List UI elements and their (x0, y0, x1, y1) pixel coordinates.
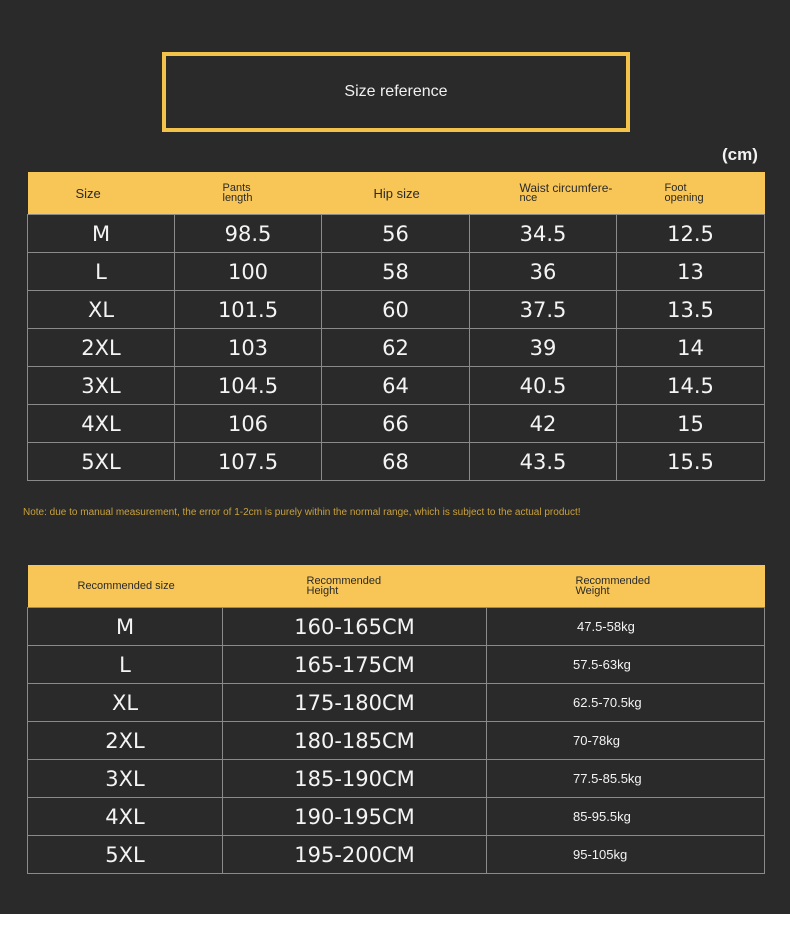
rec-weight-cell: 57.5-63kg (487, 646, 765, 684)
table-row (28, 608, 765, 646)
waist-cell: 42 (470, 405, 617, 443)
hip-cell: 56 (322, 215, 470, 253)
rec-size-cell: 3XL (28, 760, 223, 798)
waist-cell: 40.5 (470, 367, 617, 405)
header-size: Size (28, 172, 175, 215)
table-row (28, 798, 765, 836)
waist-cell: 43.5 (470, 443, 617, 481)
table-row (28, 405, 765, 443)
rec-size-cell: L (28, 646, 223, 684)
table-row (28, 684, 765, 722)
measurement-note: Note: due to manual measurement, the error of 1-2cm is purely within the normal range, which is subject to the actual product! (23, 507, 581, 518)
table-row (28, 722, 765, 760)
rec-weight-cell: 95-105kg (487, 836, 765, 874)
size-table (27, 172, 765, 481)
header-hip-size: Hip size (322, 172, 470, 215)
size-cell: M (28, 215, 175, 253)
header-recommended-size: Recommended size (28, 565, 223, 608)
rec-size-cell: 2XL (28, 722, 223, 760)
rec-weight-cell: 70-78kg (487, 722, 765, 760)
table-row (28, 329, 765, 367)
rec-height-cell: 180-185CM (223, 722, 487, 760)
rec-size-cell: XL (28, 684, 223, 722)
waist-cell: 34.5 (470, 215, 617, 253)
unit-label: (cm) (722, 145, 758, 164)
header-waist: Waist circumfere- nce (470, 172, 617, 215)
rec-weight-cell: 85-95.5kg (487, 798, 765, 836)
foot-opening-cell: 13 (617, 253, 765, 291)
rec-size-cell: M (28, 608, 223, 646)
size-cell: XL (28, 291, 175, 329)
hip-cell: 68 (322, 443, 470, 481)
table-row (28, 443, 765, 481)
hip-cell: 64 (322, 367, 470, 405)
table-row (28, 215, 765, 253)
waist-cell: 36 (470, 253, 617, 291)
table-row (28, 760, 765, 798)
pants-length-cell: 100 (175, 253, 322, 291)
size-cell: 5XL (28, 443, 175, 481)
page-title: Size reference (344, 83, 448, 100)
header-recommended-height: Recommended Height (223, 565, 487, 608)
waist-cell: 37.5 (470, 291, 617, 329)
table-row (28, 836, 765, 874)
table-row (28, 291, 765, 329)
rec-height-cell: 195-200CM (223, 836, 487, 874)
hip-cell: 60 (322, 291, 470, 329)
foot-opening-cell: 12.5 (617, 215, 765, 253)
size-cell: 2XL (28, 329, 175, 367)
rec-height-cell: 190-195CM (223, 798, 487, 836)
hip-cell: 62 (322, 329, 470, 367)
pants-length-cell: 101.5 (175, 291, 322, 329)
table-row (28, 367, 765, 405)
pants-length-cell: 104.5 (175, 367, 322, 405)
rec-height-cell: 165-175CM (223, 646, 487, 684)
title-box (162, 52, 630, 132)
header-recommended-weight: Recommended Weight (487, 565, 765, 608)
rec-height-cell: 185-190CM (223, 760, 487, 798)
waist-cell: 39 (470, 329, 617, 367)
header-pants-length: Pants length (175, 172, 322, 215)
size-cell: 3XL (28, 367, 175, 405)
pants-length-cell: 98.5 (175, 215, 322, 253)
rec-weight-cell: 77.5-85.5kg (487, 760, 765, 798)
rec-height-cell: 160-165CM (223, 608, 487, 646)
foot-opening-cell: 14 (617, 329, 765, 367)
table-row (28, 253, 765, 291)
foot-opening-cell: 13.5 (617, 291, 765, 329)
rec-size-cell: 4XL (28, 798, 223, 836)
rec-height-cell: 175-180CM (223, 684, 487, 722)
foot-opening-cell: 14.5 (617, 367, 765, 405)
recommendation-table (27, 565, 765, 874)
rec-weight-cell: 62.5-70.5kg (487, 684, 765, 722)
size-table-header (28, 172, 765, 215)
rec-size-cell: 5XL (28, 836, 223, 874)
hip-cell: 66 (322, 405, 470, 443)
foot-opening-cell: 15 (617, 405, 765, 443)
foot-opening-cell: 15.5 (617, 443, 765, 481)
pants-length-cell: 107.5 (175, 443, 322, 481)
rec-weight-cell: 47.5-58kg (487, 608, 765, 646)
size-cell: L (28, 253, 175, 291)
size-cell: 4XL (28, 405, 175, 443)
hip-cell: 58 (322, 253, 470, 291)
header-foot-opening: Foot opening (617, 172, 765, 215)
pants-length-cell: 106 (175, 405, 322, 443)
rec-table-header (28, 565, 765, 608)
pants-length-cell: 103 (175, 329, 322, 367)
table-row (28, 646, 765, 684)
